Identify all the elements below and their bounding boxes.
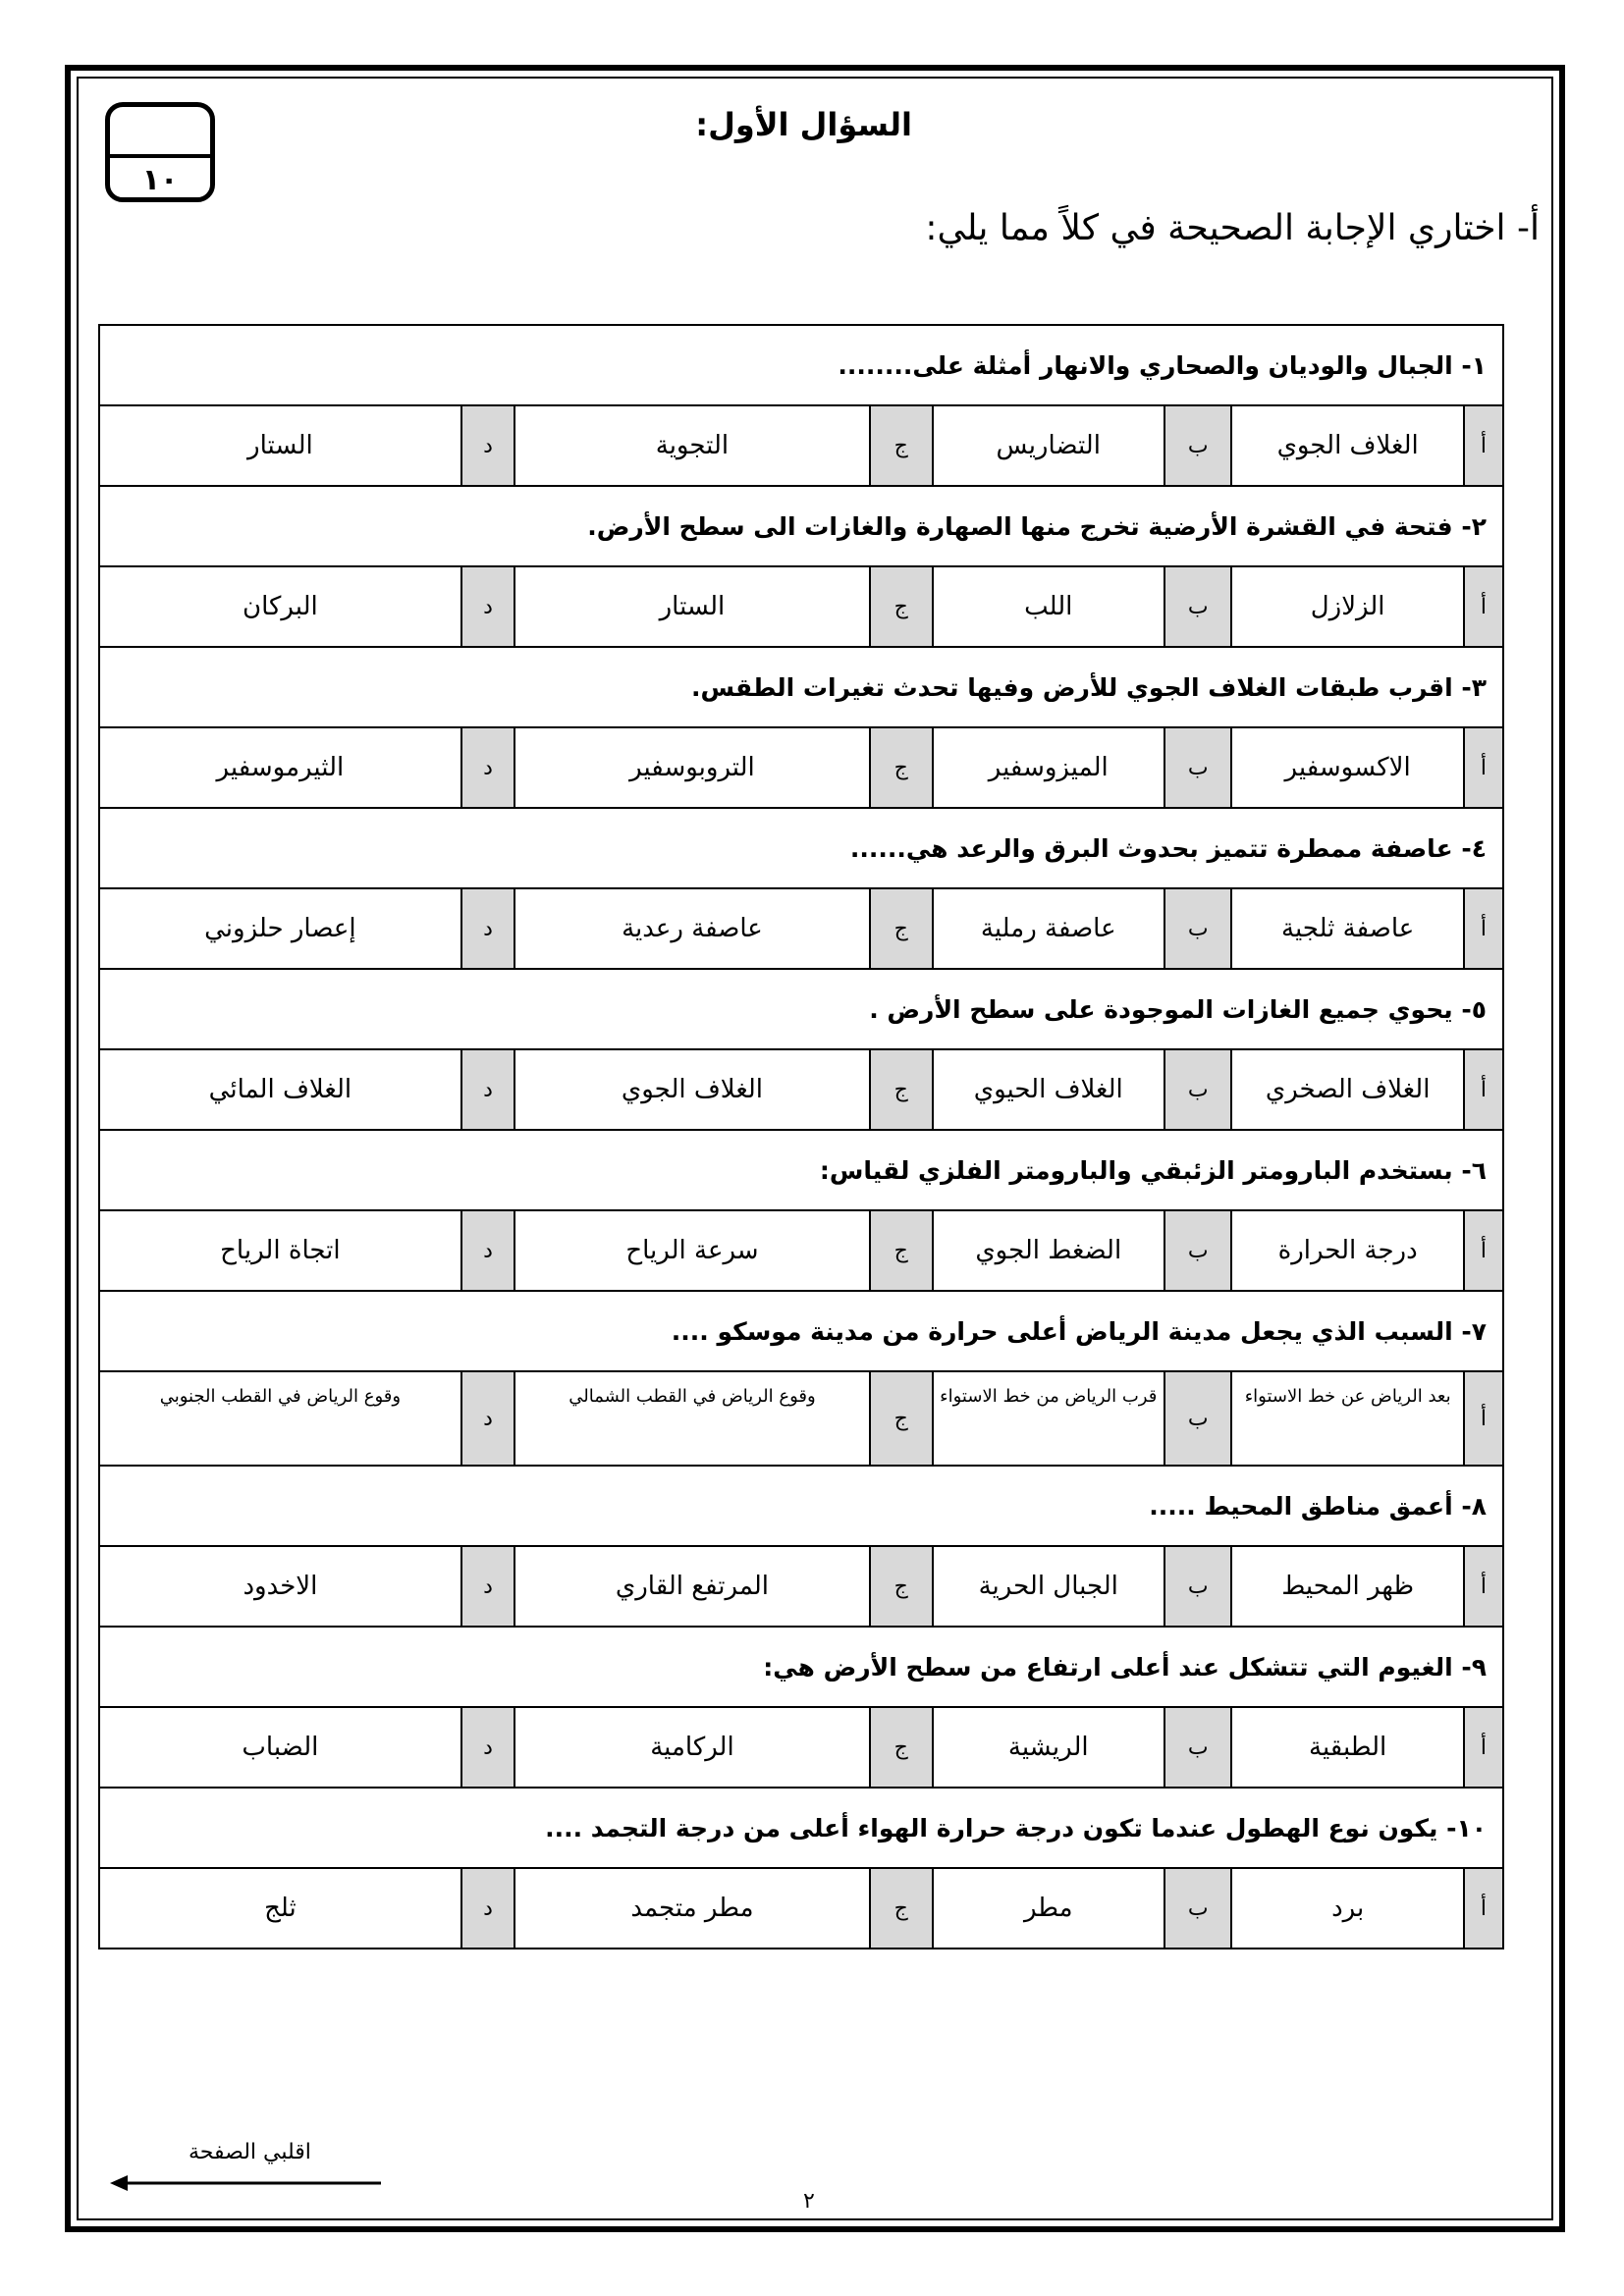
option-cell[interactable]: الستار (514, 566, 870, 647)
options-row (99, 727, 1503, 808)
option-letter: ج (870, 1707, 933, 1788)
option-letter: د (461, 888, 514, 969)
options-row (99, 888, 1503, 969)
option-cell[interactable]: وقوع الرياض في القطب الشمالي (514, 1371, 870, 1466)
option-cell[interactable]: عاصفة رملية (933, 888, 1164, 969)
question-text: ٤- عاصفة ممطرة تتميز بحدوث البرق والرعد هي...... (99, 808, 1503, 888)
option-letter: أ (1464, 1868, 1503, 1949)
question-row (99, 808, 1503, 888)
option-letter: ج (870, 405, 933, 486)
question-text: ٥- يحوي جميع الغازات الموجودة على سطح الأرض . (99, 969, 1503, 1049)
question-row (99, 1788, 1503, 1868)
option-letter: ج (870, 1868, 933, 1949)
option-cell[interactable]: الضغط الجوي (933, 1210, 1164, 1291)
option-letter: ج (870, 1049, 933, 1130)
left-arrow-icon (110, 2171, 385, 2195)
option-letter: أ (1464, 1707, 1503, 1788)
option-cell[interactable]: الضباب (99, 1707, 461, 1788)
question-row (99, 969, 1503, 1049)
option-letter: ب (1164, 1707, 1232, 1788)
option-cell[interactable]: الغلاف الجوي (1231, 405, 1463, 486)
option-letter: أ (1464, 1210, 1503, 1291)
option-cell[interactable]: الستار (99, 405, 461, 486)
option-letter: ج (870, 1371, 933, 1466)
option-cell[interactable]: المرتفع القاري (514, 1546, 870, 1627)
options-row (99, 1868, 1503, 1949)
option-letter: أ (1464, 888, 1503, 969)
option-cell[interactable]: مطر متجمد (514, 1868, 870, 1949)
option-cell[interactable]: اللب (933, 566, 1164, 647)
option-cell[interactable]: التروبوسفير (514, 727, 870, 808)
instruction-text: أ- اختاري الإجابة الصحيحة في كلاً مما يلي: (925, 208, 1540, 248)
question-title: السؤال الأول: (695, 106, 912, 143)
question-text: ٦- بستخدم البارومتر الزئبقي والبارومتر الفلزي لقياس: (99, 1130, 1503, 1210)
question-text: ٢- فتحة في القشرة الأرضية تخرج منها الصهارة والغازات الى سطح الأرض. (99, 486, 1503, 566)
page-number: ٢ (803, 2189, 815, 2214)
option-cell[interactable]: بعد الرياض عن خط الاستواء (1231, 1371, 1463, 1466)
option-letter: ج (870, 727, 933, 808)
option-letter: ب (1164, 1210, 1232, 1291)
option-cell[interactable]: الزلازل (1231, 566, 1463, 647)
question-text: ٧- السبب الذي يجعل مدينة الرياض أعلى حرارة من مدينة موسكو .... (99, 1291, 1503, 1371)
option-cell[interactable]: الغلاف الجوي (514, 1049, 870, 1130)
option-cell[interactable]: ظهر المحيط (1231, 1546, 1463, 1627)
option-letter: أ (1464, 1371, 1503, 1466)
score-blank (110, 107, 210, 158)
option-letter: د (461, 1210, 514, 1291)
option-letter: ب (1164, 1546, 1232, 1627)
option-cell[interactable]: الغلاف الصخري (1231, 1049, 1463, 1130)
question-row (99, 1291, 1503, 1371)
option-letter: ج (870, 1546, 933, 1627)
option-cell[interactable]: الغلاف المائي (99, 1049, 461, 1130)
option-letter: د (461, 727, 514, 808)
option-cell[interactable]: الاخدود (99, 1546, 461, 1627)
options-row (99, 1049, 1503, 1130)
option-cell[interactable]: مطر (933, 1868, 1164, 1949)
question-row (99, 486, 1503, 566)
score-box (105, 102, 215, 202)
options-row (99, 1210, 1503, 1291)
option-letter: د (461, 1546, 514, 1627)
options-row (99, 405, 1503, 486)
option-cell[interactable]: الطبقية (1231, 1707, 1463, 1788)
turn-page-label: اقلبي الصفحة (189, 2140, 311, 2164)
question-row (99, 1466, 1503, 1546)
option-cell[interactable]: قرب الرياض من خط الاستواء (933, 1371, 1164, 1466)
option-cell[interactable]: وقوع الرياض في القطب الجنوبي (99, 1371, 461, 1466)
option-letter: د (461, 1868, 514, 1949)
option-letter: أ (1464, 566, 1503, 647)
option-letter: ب (1164, 1371, 1232, 1466)
option-cell[interactable]: الجبال الحرية (933, 1546, 1164, 1627)
option-cell[interactable]: إعصار حلزوني (99, 888, 461, 969)
question-row (99, 325, 1503, 405)
option-letter: ب (1164, 1868, 1232, 1949)
option-letter: ب (1164, 888, 1232, 969)
score-value: ١٠ (141, 163, 179, 197)
option-cell[interactable]: الركامية (514, 1707, 870, 1788)
option-letter: ج (870, 566, 933, 647)
options-row (99, 1707, 1503, 1788)
question-row (99, 647, 1503, 727)
question-row (99, 1130, 1503, 1210)
option-letter: ب (1164, 1049, 1232, 1130)
option-letter: ج (870, 1210, 933, 1291)
question-text: ٩- الغيوم التي تتشكل عند أعلى ارتفاع من سطح الأرض هي: (99, 1627, 1503, 1707)
option-letter: د (461, 1049, 514, 1130)
option-letter: د (461, 1707, 514, 1788)
option-letter: ب (1164, 405, 1232, 486)
option-letter: د (461, 1371, 514, 1466)
option-cell[interactable]: سرعة الرياح (514, 1210, 870, 1291)
option-cell[interactable]: الثيرموسفير (99, 727, 461, 808)
questions-table (98, 324, 1504, 1949)
option-letter: أ (1464, 405, 1503, 486)
question-row (99, 1627, 1503, 1707)
option-letter: أ (1464, 727, 1503, 808)
option-cell[interactable]: البركان (99, 566, 461, 647)
options-row (99, 1371, 1503, 1466)
option-cell[interactable]: الغلاف الحيوي (933, 1049, 1164, 1130)
option-letter: ج (870, 888, 933, 969)
option-cell[interactable]: الاكسوسفير (1231, 727, 1463, 808)
question-text: ٨- أعمق مناطق المحيط ..... (99, 1466, 1503, 1546)
option-letter: د (461, 405, 514, 486)
option-letter: ب (1164, 566, 1232, 647)
option-letter: ب (1164, 727, 1232, 808)
option-letter: أ (1464, 1546, 1503, 1627)
option-cell[interactable]: الريشية (933, 1707, 1164, 1788)
option-cell[interactable]: التجوية (514, 405, 870, 486)
option-cell[interactable]: التضاريس (933, 405, 1164, 486)
option-cell[interactable]: ثلج (99, 1868, 461, 1949)
question-text: ٣- اقرب طبقات الغلاف الجوي للأرض وفيها تحدث تغيرات الطقس. (99, 647, 1503, 727)
option-cell[interactable]: عاصفة ثلجية (1231, 888, 1463, 969)
options-row (99, 1546, 1503, 1627)
question-text: ١٠- يكون نوع الهطول عندما تكون درجة حرارة الهواء أعلى من درجة التجمد .... (99, 1788, 1503, 1868)
option-cell[interactable]: اتجاة الرياح (99, 1210, 461, 1291)
option-letter: أ (1464, 1049, 1503, 1130)
option-letter: د (461, 566, 514, 647)
option-cell[interactable]: الميزوسفير (933, 727, 1164, 808)
option-cell[interactable]: برد (1231, 1868, 1463, 1949)
option-cell[interactable]: درجة الحرارة (1231, 1210, 1463, 1291)
option-cell[interactable]: عاصفة رعدية (514, 888, 870, 969)
question-text: ١- الجبال والوديان والصحاري والانهار أمثلة على........ (99, 325, 1503, 405)
options-row (99, 566, 1503, 647)
